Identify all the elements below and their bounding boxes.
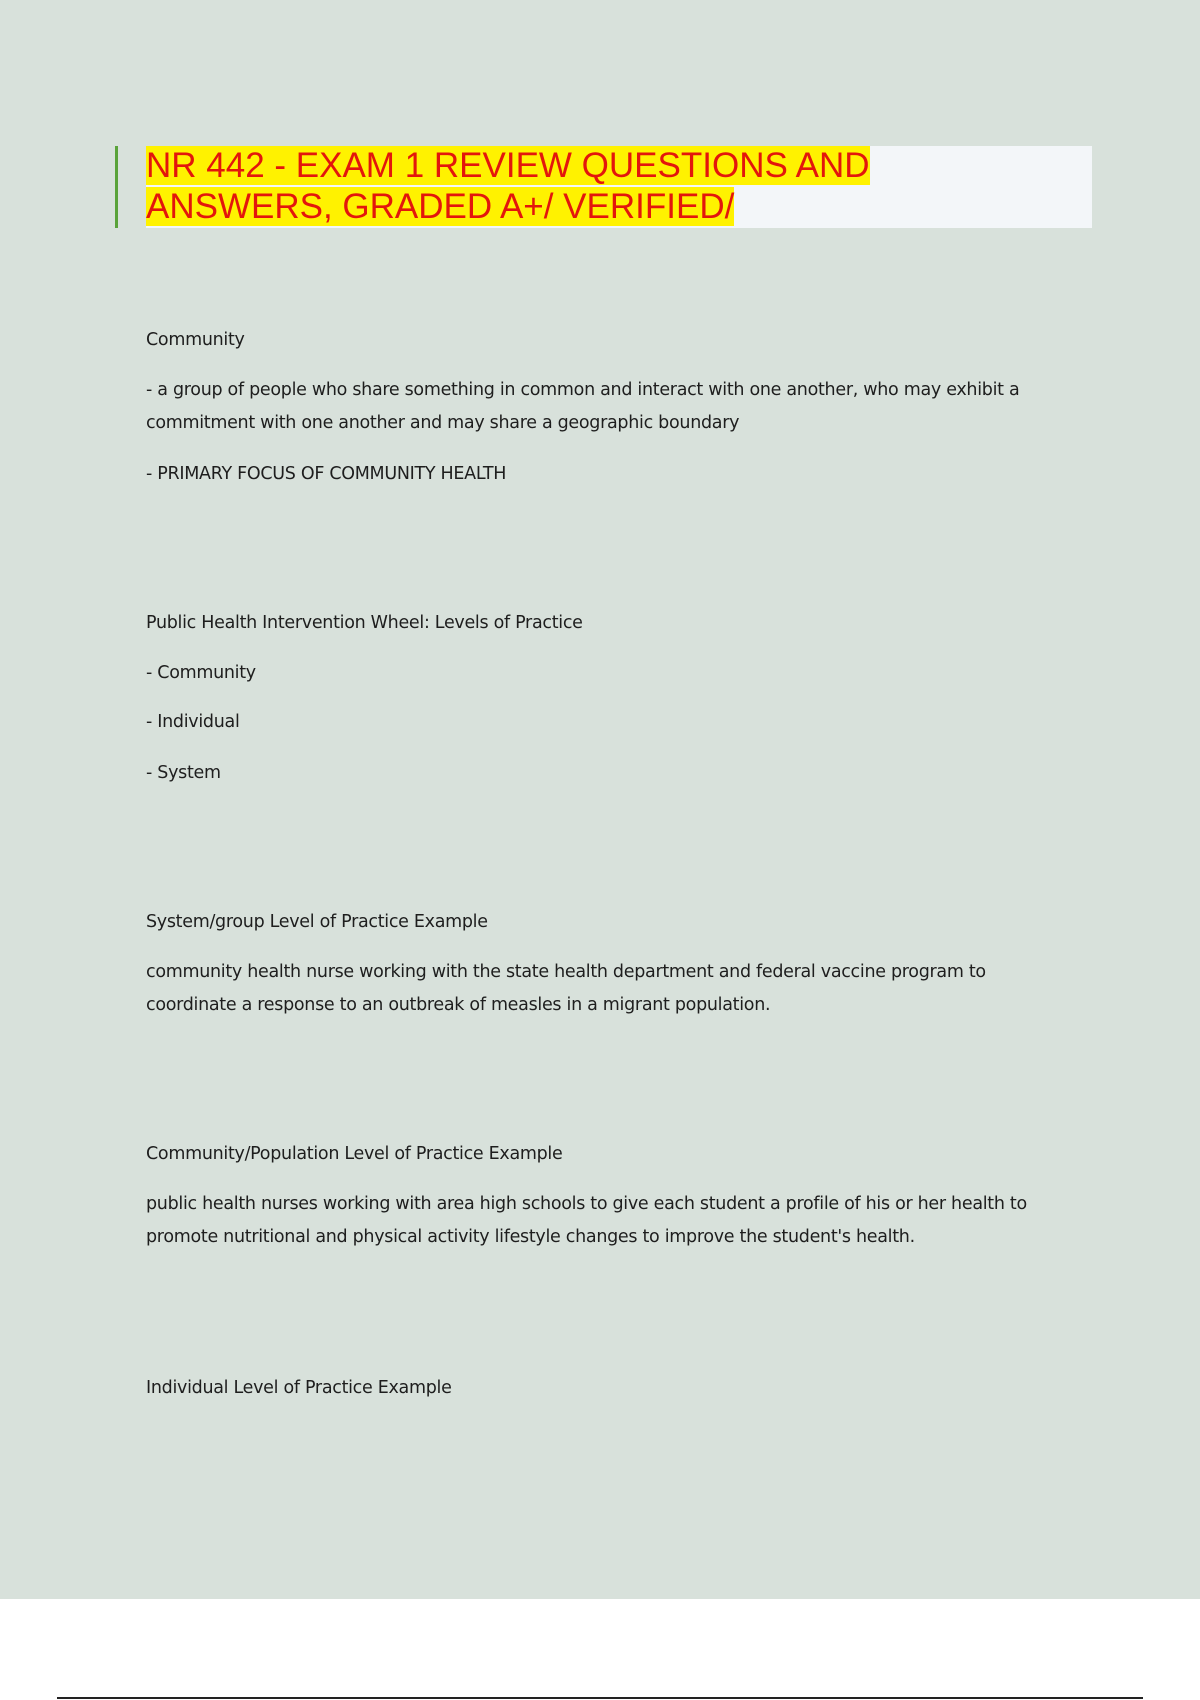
- list-item: - Individual: [146, 712, 240, 732]
- term-individual: Individual Level of Practice Example: [146, 1378, 452, 1398]
- term-community-population: Community/Population Level of Practice Example: [146, 1144, 563, 1164]
- title-accent-bar: [115, 146, 118, 228]
- term-system-group: System/group Level of Practice Example: [146, 912, 488, 932]
- list-item: - Community: [146, 663, 256, 683]
- definition-community-population: public health nurses working with area high schools to give each student a profile of his or her health to promote nutritional and physical activity lifestyle changes to improve the student's health.: [146, 1194, 1027, 1247]
- definition-system-group: community health nurse working with the state health department and federal vaccine program to coordinate a response to an outbreak of measles in a migrant population.: [146, 962, 986, 1015]
- footer-divider: [57, 1697, 1143, 1699]
- title-line-1: NR 442 - EXAM 1 REVIEW QUESTIONS AND: [146, 146, 870, 185]
- note-community: - PRIMARY FOCUS OF COMMUNITY HEALTH: [146, 464, 507, 484]
- document-title: [146, 145, 1092, 227]
- definition-community: - a group of people who share something in common and interact with one another, who may exhibit a commitment with one another and may share a geographic boundary: [146, 380, 1020, 433]
- title-line-2: ANSWERS, GRADED A+/ VERIFIED/: [146, 187, 735, 226]
- list-item: - System: [146, 763, 221, 783]
- term-community: Community: [146, 330, 245, 350]
- term-intervention-wheel: Public Health Intervention Wheel: Levels of Practice: [146, 613, 583, 633]
